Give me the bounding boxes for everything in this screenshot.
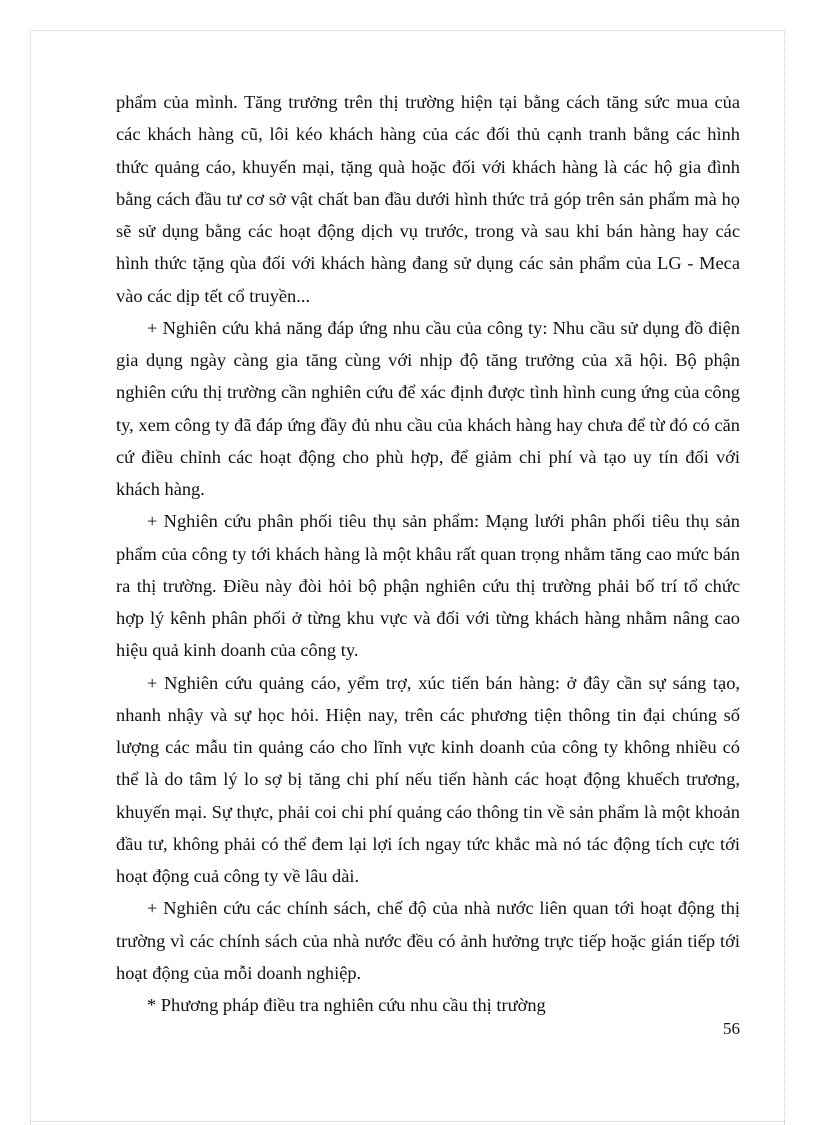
page-number: 56 <box>723 1019 740 1038</box>
paragraph-distribution: + Nghiên cứu phân phối tiêu thụ sản phẩm: Mạng lưới phân phối tiêu thụ sản phẩm của công ty tới khách hàng là một khâu rất quan trọng nhằm tăng cao mức bán ra thị trường. Điều này đòi hỏi bộ phận nghiên cứu thị trường phải bố trí tổ chức hợp lý kênh phân phối ở từng khu vực và đối với từng khách hàng nhằm nâng cao hiệu quả kinh doanh của công ty. <box>116 511 740 661</box>
paragraph-state-policy: + Nghiên cứu các chính sách, chế độ của nhà nước liên quan tới hoạt động thị trường vì các chính sách của nhà nước đều có ảnh hưởng trực tiếp hoặc gián tiếp tới hoạt động của mỗi doanh nghiệp. <box>116 898 740 983</box>
paragraph-advertising: + Nghiên cứu quảng cáo, yểm trợ, xúc tiến bán hàng: ở đây cần sự sáng tạo, nhanh nhậy và sự học hỏi. Hiện nay, trên các phương tiện thông tin đại chúng số lượng các mẫu tin quảng cáo cho lĩnh vực kinh doanh của công ty không nhiều có thể là do tâm lý lo sợ bị tăng chi phí nếu tiến hành các hoạt động khuếch trương, khuyến mại. Sự thực, phải coi chi phí quảng cáo thông tin về sản phẩm là một khoản đầu tư, không phải có thể đem lại lợi ích ngay tức khắc mà nó tác động tích cực tới hoạt động cuả công ty về lâu dài. <box>116 672 740 886</box>
document-body <box>116 86 740 1021</box>
paragraph-continuation: phẩm của mình. Tăng trưởng trên thị trường hiện tại bằng cách tăng sức mua của các khách hàng cũ, lôi kéo khách hàng của các đối thủ cạnh tranh bằng các hình thức quảng cáo, khuyến mại, tặng quà hoặc đối với khách hàng là các hộ gia đình bằng cách đầu tư cơ sở vật chất ban đầu dưới hình thức trả góp trên sản phẩm mà họ sẽ sử dụng bằng các hoạt động dịch vụ trước, trong và sau khi bán hàng hay các hình thức tặng qùa đối với khách hàng đang sử dụng các sản phẩm của LG - Meca vào các dịp tết cổ truyền... <box>116 92 740 306</box>
page-border-bottom <box>30 1121 785 1122</box>
paragraph-survey-method: * Phương pháp điều tra nghiên cứu nhu cầu thị trường <box>147 995 546 1015</box>
paragraph-supply-capacity: + Nghiên cứu khả năng đáp ứng nhu cầu của công ty: Nhu cầu sử dụng đồ điện gia dụng ngày càng gia tăng cùng với nhịp độ tăng trưởng của xã hội. Bộ phận nghiên cứu thị trường cần nghiên cứu để xác định được tình hình cung ứng của công ty, xem công ty đã đáp ứng đầy đủ nhu cầu của khách hàng hay chưa để từ đó có căn cứ điều chỉnh các hoạt động cho phù hợp, để giảm chi phí và tạo uy tín đối với khách hàng. <box>116 317 740 499</box>
